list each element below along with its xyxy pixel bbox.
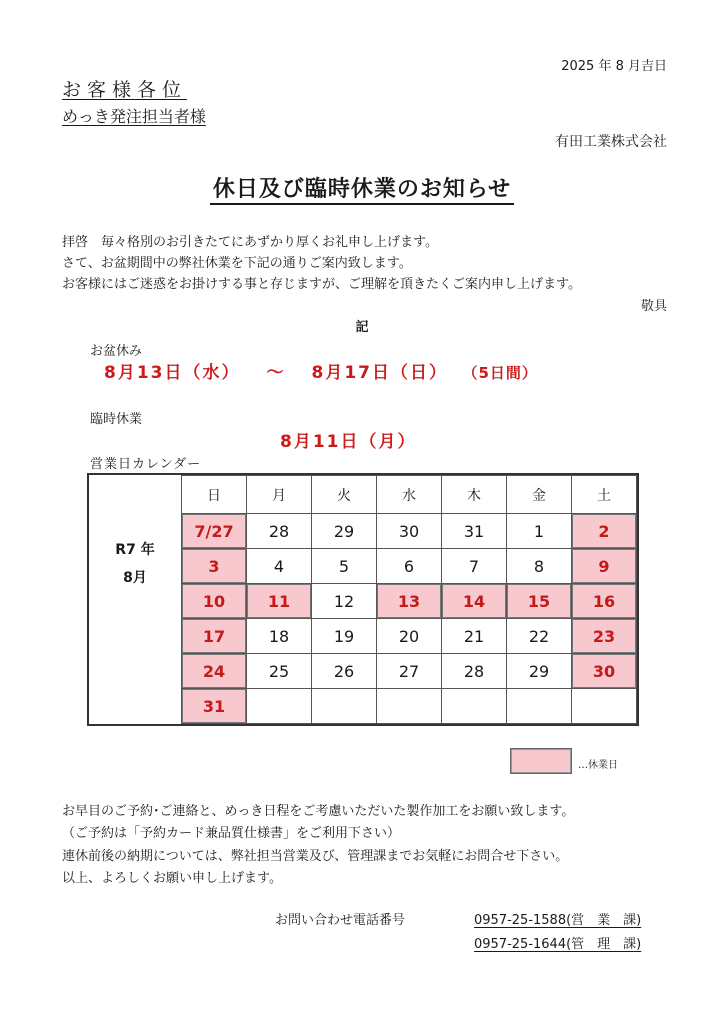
- calendar-day: 25: [247, 654, 312, 689]
- calendar-day-holiday: 7/27: [182, 514, 247, 549]
- tel-admin: 0957-25-1644(管 理 課): [474, 937, 642, 952]
- calendar-day: 26: [312, 654, 377, 689]
- calendar-day: 30: [377, 514, 442, 549]
- calendar-day: 28: [442, 654, 507, 689]
- weekday-sat: 土: [572, 476, 637, 514]
- calendar-day-holiday: 13: [377, 584, 442, 619]
- calendar-day: 6: [377, 549, 442, 584]
- footer-line-1: お早目のご予約･ご連絡と、めっき日程をご考慮いただいた製作加工をお願い致します。: [62, 804, 575, 819]
- company-name: 有田工業株式会社: [555, 134, 667, 150]
- calendar-day-holiday: 16: [572, 584, 637, 619]
- weekday-wed: 水: [377, 476, 442, 514]
- rinji-date: 8月11日（月）: [280, 432, 417, 452]
- calendar-day-empty: [442, 689, 507, 724]
- calendar-day: 1: [507, 514, 572, 549]
- issue-date: 2025 年 8 月吉日: [561, 59, 667, 74]
- calendar-day: 29: [507, 654, 572, 689]
- page-title: [0, 172, 724, 203]
- recipient-line-1: お客様各位: [62, 79, 188, 101]
- calendar-table: [89, 475, 637, 724]
- tel-sales: 0957-25-1588(営 業 課): [474, 913, 642, 928]
- calendar-day-empty: [507, 689, 572, 724]
- calendar-day: 27: [377, 654, 442, 689]
- calendar-day: 29: [312, 514, 377, 549]
- obon-dates: [104, 358, 538, 383]
- calendar-day: 7: [442, 549, 507, 584]
- calendar-day: 20: [377, 619, 442, 654]
- calendar-label: 営業日カレンダー: [90, 457, 202, 472]
- calendar-day-holiday: 2: [572, 514, 637, 549]
- calendar-day: 12: [312, 584, 377, 619]
- business-calendar: [87, 473, 639, 726]
- calendar-day-holiday: 24: [182, 654, 247, 689]
- calendar-day: 8: [507, 549, 572, 584]
- body-line-2: さて、お盆期間中の弊社休業を下記の通りご案内致します。: [62, 256, 412, 271]
- calendar-day-empty: [247, 689, 312, 724]
- weekday-thu: 木: [442, 476, 507, 514]
- weekday-row: [89, 476, 637, 514]
- calendar-day-holiday: 10: [182, 584, 247, 619]
- obon-label: お盆休み: [90, 344, 143, 359]
- body-line-3: お客様にはご迷惑をお掛けする事と存じますが、ご理解を頂きたくご案内申し上げます。: [62, 277, 581, 292]
- weekday-tue: 火: [312, 476, 377, 514]
- calendar-day: 19: [312, 619, 377, 654]
- calendar-day-empty: [572, 689, 637, 724]
- calendar-month: 8月: [123, 569, 147, 586]
- contact-label: お問い合わせ電話番号: [275, 913, 406, 928]
- calendar-day-holiday: 14: [442, 584, 507, 619]
- calendar-day-holiday: 9: [572, 549, 637, 584]
- legend-text: …休業日: [578, 760, 618, 771]
- calendar-day-holiday: 11: [247, 584, 312, 619]
- calendar-year: R7 年: [115, 541, 155, 558]
- closing-word: 敬具: [640, 299, 667, 314]
- obon-day-count: （5日間）: [470, 364, 538, 382]
- obon-start: 8月13日（水）: [104, 363, 241, 383]
- calendar-day-empty: [312, 689, 377, 724]
- calendar-day-holiday: 17: [182, 619, 247, 654]
- calendar-day-holiday: 30: [572, 654, 637, 689]
- obon-tilde: ～: [266, 363, 286, 383]
- ki-heading: 記: [355, 320, 369, 335]
- calendar-day-holiday: 3: [182, 549, 247, 584]
- rinji-label: 臨時休業: [90, 412, 143, 427]
- body-line-1: 拝啓 毎々格別のお引きたてにあずかり厚くお礼申し上げます。: [62, 235, 438, 250]
- calendar-day-holiday: 23: [572, 619, 637, 654]
- footer-line-3: 連休前後の納期については、弊社担当営業及び、管理課までお気軽にお問合せ下さい。: [62, 849, 569, 864]
- weekday-mon: 月: [247, 476, 312, 514]
- footer-line-2: （ご予約は「予約カード兼品質仕様書」をご利用下さい）: [62, 826, 401, 841]
- legend-swatch: [510, 748, 572, 774]
- weekday-sun: 日: [182, 476, 247, 514]
- calendar-day-empty: [377, 689, 442, 724]
- calendar-day: 18: [247, 619, 312, 654]
- weekday-fri: 金: [507, 476, 572, 514]
- calendar-day-holiday: 31: [182, 689, 247, 724]
- calendar-day: 21: [442, 619, 507, 654]
- calendar-day: 31: [442, 514, 507, 549]
- page-title-text: 休日及び臨時休業のお知らせ: [210, 177, 514, 205]
- footer-line-4: 以上、よろしくお願い申し上げます。: [62, 871, 282, 886]
- calendar-day: 5: [312, 549, 377, 584]
- calendar-day: 4: [247, 549, 312, 584]
- calendar-day: 22: [507, 619, 572, 654]
- recipient-line-2: めっき発注担当者様: [62, 107, 206, 126]
- calendar-month-cell: [89, 476, 182, 724]
- calendar-day-holiday: 15: [507, 584, 572, 619]
- calendar-day: 28: [247, 514, 312, 549]
- obon-end: 8月17日（日）: [311, 363, 448, 383]
